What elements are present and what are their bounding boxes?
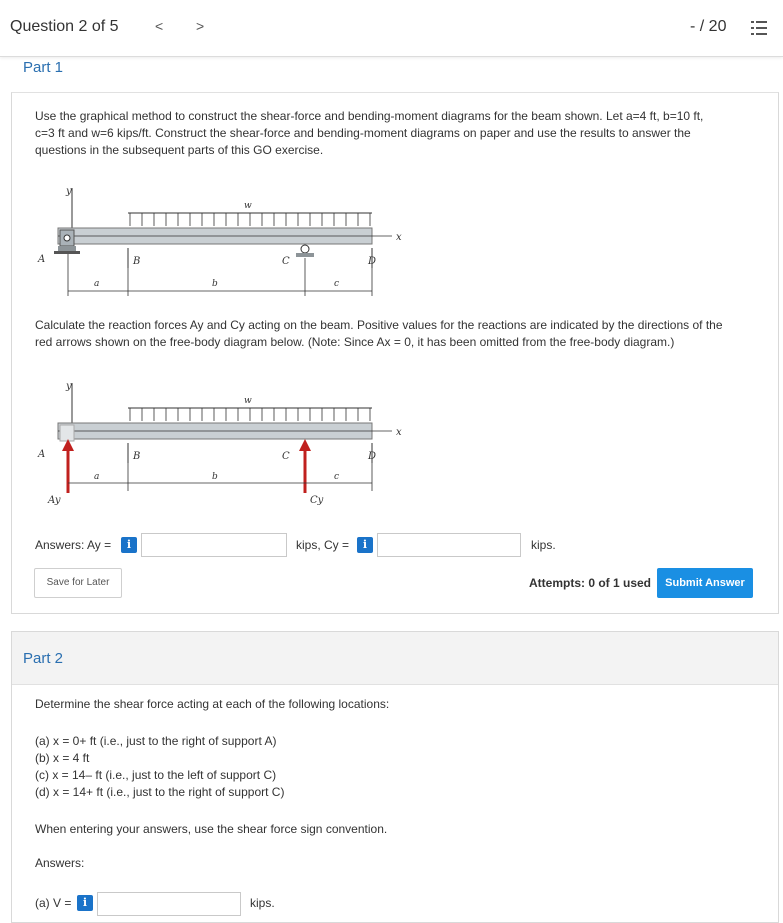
free-body-diagram	[34, 373, 414, 513]
part1-intro-line3: questions in the subsequent parts of this GO exercise.	[35, 143, 324, 157]
y-axis-label: y	[66, 186, 72, 197]
load-w-label: w	[244, 201, 252, 211]
part2-item-b: (b) x = 4 ft	[35, 751, 90, 765]
info-icon[interactable]: i	[121, 537, 137, 553]
dim-a: a	[94, 279, 100, 289]
previous-question-button[interactable]: <	[155, 18, 164, 34]
score-display: - / 20	[690, 18, 727, 35]
part1-intro-line1: Use the graphical method to construct the shear-force and bending-moment diagrams for the beam shown. Let a=4 ft, b=10 ft,	[35, 109, 704, 123]
part2-item-a: (a) x = 0+ ft (i.e., just to the right of support A)	[35, 734, 277, 748]
part2-item-d: (d) x = 14+ ft (i.e., just to the right of support C)	[35, 785, 285, 799]
label-Ay: Ay	[48, 495, 61, 506]
answers-ay-label: Answers: Ay =	[35, 538, 112, 552]
beam-diagram	[34, 178, 414, 303]
fbd-label-A: A	[38, 449, 46, 460]
next-question-button[interactable]: >	[196, 18, 205, 34]
save-for-later-button[interactable]: Save for Later	[34, 568, 122, 598]
attempts-counter: Attempts: 0 of 1 used	[529, 576, 652, 590]
label-Cy: Cy	[310, 495, 324, 506]
part2-answers-label: Answers:	[35, 856, 85, 870]
fbd-dim-c: c	[334, 472, 340, 482]
ay-input[interactable]	[141, 533, 287, 557]
label-B: B	[133, 256, 141, 267]
dim-c: c	[334, 279, 340, 289]
part1-intro-line2: c=3 ft and w=6 kips/ft. Construct the shear-force and bending-moment diagrams on paper and use the results to answer the	[35, 126, 691, 140]
part2-prompt: Determine the shear force acting at each of the following locations:	[35, 697, 390, 711]
fbd-label-B: B	[133, 451, 141, 462]
x-axis-label: x	[396, 232, 402, 243]
fbd-load-w-label: w	[244, 396, 252, 406]
part2-label: Part 2	[23, 650, 64, 667]
fbd-label-C: C	[282, 451, 290, 462]
va-kips-label: kips.	[250, 896, 275, 910]
part2-header	[12, 632, 778, 685]
va-input[interactable]	[97, 892, 241, 916]
cy-input[interactable]	[377, 533, 521, 557]
label-D: D	[368, 256, 377, 267]
reaction-line1: Calculate the reaction forces Ay and Cy acting on the beam. Positive values for the reactions are indicated by the directions of the	[35, 318, 723, 332]
fbd-y-axis-label: y	[66, 381, 72, 392]
fbd-x-axis-label: x	[396, 427, 402, 438]
reaction-line2: red arrows shown on the free-body diagram below. (Note: Since Ax = 0, it has been omitted from the free-body diagram.)	[35, 335, 675, 349]
dim-b: b	[212, 279, 218, 289]
label-A: A	[38, 254, 46, 265]
fbd-dim-b: b	[212, 472, 218, 482]
question-list-icon[interactable]	[751, 20, 767, 36]
fbd-dim-a: a	[94, 472, 100, 482]
label-C: C	[282, 256, 290, 267]
submit-answer-button[interactable]: Submit Answer	[657, 568, 753, 598]
fbd-label-D: D	[368, 451, 377, 462]
info-icon[interactable]: i	[77, 895, 93, 911]
part1-label: Part 1	[23, 59, 64, 76]
part2-item-c: (c) x = 14– ft (i.e., just to the left of support C)	[35, 768, 277, 782]
info-icon[interactable]: i	[357, 537, 373, 553]
kips-unit-label: kips.	[531, 538, 556, 552]
part2-convention: When entering your answers, use the shear force sign convention.	[35, 822, 388, 836]
kips-cy-label: kips, Cy =	[296, 538, 350, 552]
question-header	[0, 0, 783, 57]
question-counter: Question 2 of 5	[10, 18, 119, 35]
va-label: (a) V =	[35, 896, 72, 910]
